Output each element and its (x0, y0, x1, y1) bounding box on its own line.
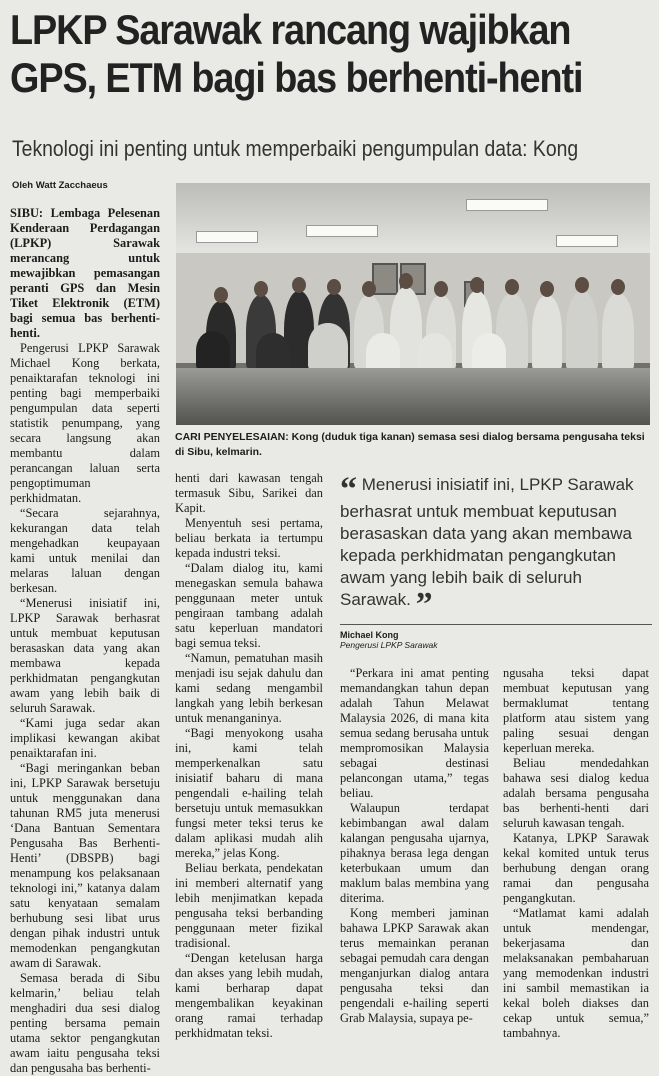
photo-caption: CARI PENYELESAIAN: Kong (duduk tiga kanan) semasa sesi dialog bersama pengusaha teksi di Sibu, kelmarin. (175, 431, 645, 458)
seated-person (256, 333, 290, 373)
seated-person (366, 333, 400, 373)
paragraph: henti dari kawasan tengah termasuk Sibu, Sarikei dan Kapit. (175, 471, 323, 515)
head (362, 281, 376, 297)
headline (10, 6, 650, 102)
lede-paragraph: SIBU: Lembaga Pelesenan Kenderaan Perdagangan (LPKP) Sarawak merancang untuk mewajibkan pemasangan peranti GPS dan Mesin Tiket Elektronik (ETM) bagi semua bas berhenti-henti. (10, 206, 160, 340)
body-column-4 (503, 666, 649, 1041)
paragraph: Pengerusi LPKP Sarawak Michael Kong berkata, penaiktarafan teknologi ini penting bagi memperbaiki pengumpulan data seperti statistik penumpang, yang secara langsung akan membantu dalam perancangan laluan serta pengoptimuman perkhidmatan. (10, 341, 160, 505)
paragraph: “Dalam dialog itu, kami menegaskan semula bahawa penggunaan meter untuk pengiraan tambang adalah satu keperluan mandatori bagi semua teksi. (175, 561, 323, 650)
close-quote-mark: ” (415, 586, 433, 623)
standing-person (602, 293, 634, 371)
head (434, 281, 448, 297)
paragraph: “Secara sejarahnya, kekurangan data telah mengehadkan keupayaan kami untuk menilai dan melaras laluan dengan berkesan. (10, 506, 160, 595)
ceiling-light (466, 199, 548, 211)
head (575, 277, 589, 293)
paragraph: “Bagi meringankan beban ini, LPKP Sarawak bersetuju untuk menggunakan dana tahunan RM5 juta menerusi ‘Dana Bantuan Sementara Pengusaha Bas Berhenti-Henti’ (DBSPB) bagi menampung kos pelaksanaan teknologi ini,” katanya dalam satu kenyataan semalam berhubung sesi libat urus dengan pihak industri untuk memodenkan pengangkutan awam di Sarawak. (10, 761, 160, 970)
ceiling-light (556, 235, 618, 247)
head (254, 281, 268, 297)
byline: Oleh Watt Zacchaeus (12, 180, 108, 191)
paragraph: “Perkara ini amat penting memandangkan tahun depan adalah Tahun Melawat Malaysia 2026, di mana kita semua sedang berusaha untuk mempromosikan Malaysia sebagai destinasi pelancongan utama,” tegas beliau. (340, 666, 489, 800)
pull-quote (340, 471, 652, 623)
head (470, 277, 484, 293)
paragraph: ngusaha teksi dapat membuat keputusan yang bermaklumat tentang platform atau sistem yang paling sesuai dengan keperluan mereka. (503, 666, 649, 755)
seated-person (196, 331, 230, 371)
paragraph: Beliau mendedahkan bahawa sesi dialog kedua adalah bersama pengusaha bas berhenti-henti dari seluruh kawasan tengah. (503, 756, 649, 830)
quote-author: Michael Kong (340, 630, 399, 640)
body-column-3 (340, 666, 489, 1026)
paragraph: Walaupun terdapat kebimbangan awal dalam kalangan pengusaha ujarnya, pihaknya berasa lega dengan keterbukaan umum dan maklum balas membina yang diterima. (340, 801, 489, 905)
quote-author-title: Pengerusi LPKP Sarawak (340, 640, 438, 650)
open-quote-mark: “ (340, 471, 357, 508)
head (611, 279, 625, 295)
body-column-1 (10, 206, 160, 1076)
ceiling-light (196, 231, 258, 243)
paragraph: “Menerusi inisiatif ini, LPKP Sarawak berhasrat untuk membuat keputusan berasaskan data yang akan membawa kepada perkhidmatan pengangkutan awam yang lebih baik di seluruh Sarawak. (10, 596, 160, 715)
pull-quote-text: Menerusi inisiatif ini, LPKP Sarawak berhasrat untuk membuat keputusan berasaskan data yang akan membawa kepada perkhidmatan pengangkutan awam yang lebih baik di seluruh Sarawak. (340, 475, 634, 609)
paragraph: “Kami juga sedar akan implikasi kewangan akibat penaiktarafan ini. (10, 716, 160, 760)
seated-person (418, 333, 452, 373)
quote-attribution (340, 630, 438, 650)
seated-person (472, 333, 506, 373)
meeting-table (176, 368, 650, 425)
headline-line-2: GPS, ETM bagi bas berhenti-henti (10, 54, 583, 101)
head (399, 273, 413, 289)
news-photo (176, 183, 650, 425)
paragraph: Kong memberi jaminan bahawa LPKP Sarawak akan terus memainkan peranan sebagai pemudah cara dengan menganjurkan dialog antara pengusaha teksi dan pengendali e-hailing seperti Grab Malaysia, supaya pe- (340, 906, 489, 1025)
paragraph: “Matlamat kami adalah untuk mendengar, bekerjasama dan melaksanakan pembaharuan yang memodenkan industri ini sambil memastikan ia kekal boleh diakses dan cekap untuk semua,” tambahnya. (503, 906, 649, 1040)
paragraph: Beliau berkata, pendekatan ini memberi alternatif yang lebih menjimatkan kepada pengusaha teksi berbanding penggunaan meter fizikal tradisional. (175, 861, 323, 950)
head (214, 287, 228, 303)
head (505, 279, 519, 295)
paragraph: “Namun, pematuhan masih menjadi isu sejak dahulu dan kami sedang mengambil langkah yang lebih berkesan untuk menanganinya. (175, 651, 323, 725)
body-column-2 (175, 471, 323, 1041)
divider (340, 624, 652, 625)
standing-person (566, 291, 598, 371)
headline-line-1: LPKP Sarawak rancang wajibkan (10, 6, 571, 53)
head (540, 281, 554, 297)
standing-person (532, 295, 562, 371)
head (327, 279, 341, 295)
paragraph: Semasa berada di Sibu kelmarin,’ beliau telah menghadiri dua sesi dialog penting bersama pemain utama sektor pengangkutan awam iaitu pengusaha teksi dan pengusaha bas berhenti- (10, 971, 160, 1075)
paragraph: Katanya, LPKP Sarawak kekal komited untuk terus berhubung dengan orang ramai dan pengusaha pengangkutan. (503, 831, 649, 905)
ceiling-light (306, 225, 378, 237)
paragraph: Menyentuh sesi pertama, beliau berkata ia tertumpu kepada industri teksi. (175, 516, 323, 560)
paragraph: “Bagi menyokong usaha ini, kami telah memperkenalkan satu inisiatif baharu di mana pengendali e-hailing telah bersetuju untuk memasukkan fungsi meter teksi terus ke dalam aplikasi mudah alih mereka,” jelas Kong. (175, 726, 323, 860)
head (292, 277, 306, 293)
paragraph: “Dengan ketelusan harga dan akses yang lebih mudah, kami berharap dapat mengembalikan keyakinan orang ramai terhadap perkhidmatan teksi. (175, 951, 323, 1040)
seated-person (308, 323, 348, 371)
subheadline: Teknologi ini penting untuk memperbaiki pengumpulan data: Kong (12, 136, 579, 161)
